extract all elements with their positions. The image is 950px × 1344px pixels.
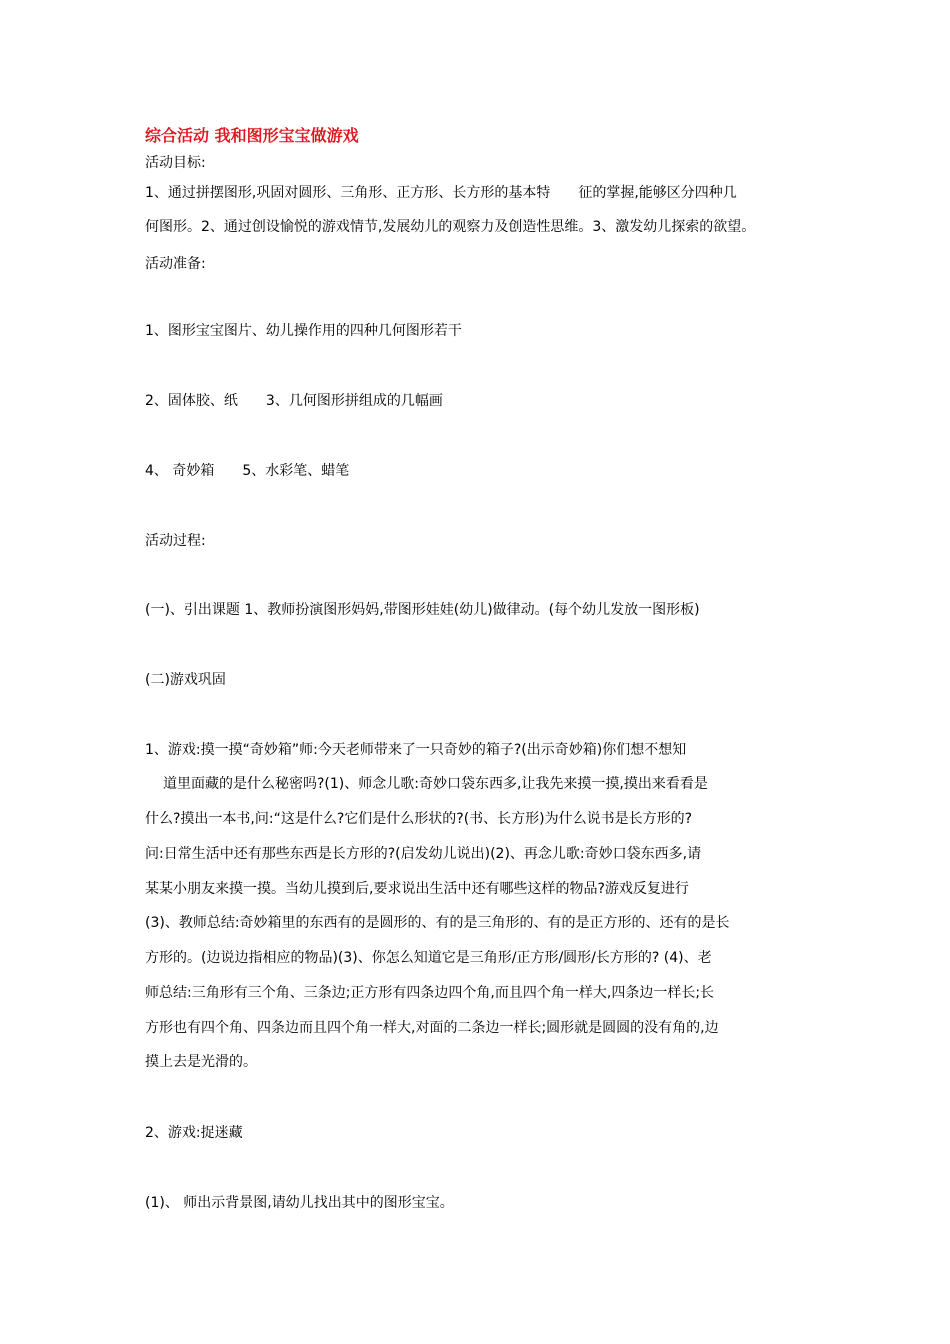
game1-line: 问:日常生活中还有那些东西是长方形的?(启发幼儿说出)(2)、再念儿歌:奇妙口袋东西多,请 <box>145 846 702 862</box>
goal-heading: 活动目标: <box>145 155 206 171</box>
game1-line: 师总结:三角形有三个角、三条边;正方形有四条边四个角,而且四个角一样大,四条边一样长;长 <box>145 985 715 1001</box>
game1-line: 什么?摸出一本书,问:“这是什么?它们是什么形状的?(书、长方形)为什么说书是长方形的? <box>145 811 693 827</box>
goal-text-part: 1、通过拼摆图形,巩固对圆形、三角形、正方形、长方形的基本特 <box>145 185 551 201</box>
process-heading: 活动过程: <box>145 533 206 549</box>
document-title: 综合活动 我和图形宝宝做游戏 <box>145 126 359 145</box>
prep-item: 2、固体胶、纸 <box>145 393 238 409</box>
prep-item: 3、几何图形拼组成的几幅画 <box>265 393 443 409</box>
prep-item: 4、 奇妙箱 <box>145 463 215 479</box>
prep-item-row <box>145 391 443 411</box>
game1-line: (3)、教师总结:奇妙箱里的东西有的是圆形的、有的是三角形的、有的是正方形的、还有的是长 <box>145 915 730 931</box>
game1-line: 摸上去是光滑的。 <box>145 1054 257 1070</box>
game1-line: 某某小朋友来摸一摸。当幼儿摸到后,要求说出生活中还有哪些这样的物品?游戏反复进行 <box>145 881 689 897</box>
section-two: (二)游戏巩固 <box>145 672 226 688</box>
prep-item: 1、图形宝宝图片、幼儿操作用的四种几何图形若干 <box>145 323 462 339</box>
section-one: (一)、引出课题 1、教师扮演图形妈妈,带图形娃娃(幼儿)做律动。(每个幼儿发放一图形板) <box>145 602 700 618</box>
goal-line <box>145 183 737 203</box>
prep-item: 5、水彩笔、蜡笔 <box>242 463 350 479</box>
game1-line: 道里面藏的是什么秘密吗?(1)、师念儿歌:奇妙口袋东西多,让我先来摸一摸,摸出来看看是 <box>163 776 708 792</box>
goal-line: 何图形。2、通过创设愉悦的游戏情节,发展幼儿的观察力及创造性思维。3、激发幼儿探索的欲望。 <box>145 219 756 235</box>
prep-item-row <box>145 461 349 481</box>
prep-heading: 活动准备: <box>145 256 206 272</box>
game1-line: 1、游戏:摸一摸“奇妙箱”师:今天老师带来了一只奇妙的箱子?(出示奇妙箱)你们想不想知 <box>145 742 687 758</box>
game2-heading: 2、游戏:捉迷藏 <box>145 1125 243 1141</box>
game1-line: 方形也有四个角、四条边而且四个角一样大,对面的二条边一样长;圆形就是圆圆的没有角的,边 <box>145 1020 719 1036</box>
game2-step: (1)、 师出示背景图,请幼儿找出其中的图形宝宝。 <box>145 1195 454 1211</box>
goal-text-part: 征的掌握,能够区分四种几 <box>578 185 737 201</box>
game1-line: 方形的。(边说边指相应的物品)(3)、你怎么知道它是三角形/正方形/圆形/长方形的? (4)、老 <box>145 950 712 966</box>
